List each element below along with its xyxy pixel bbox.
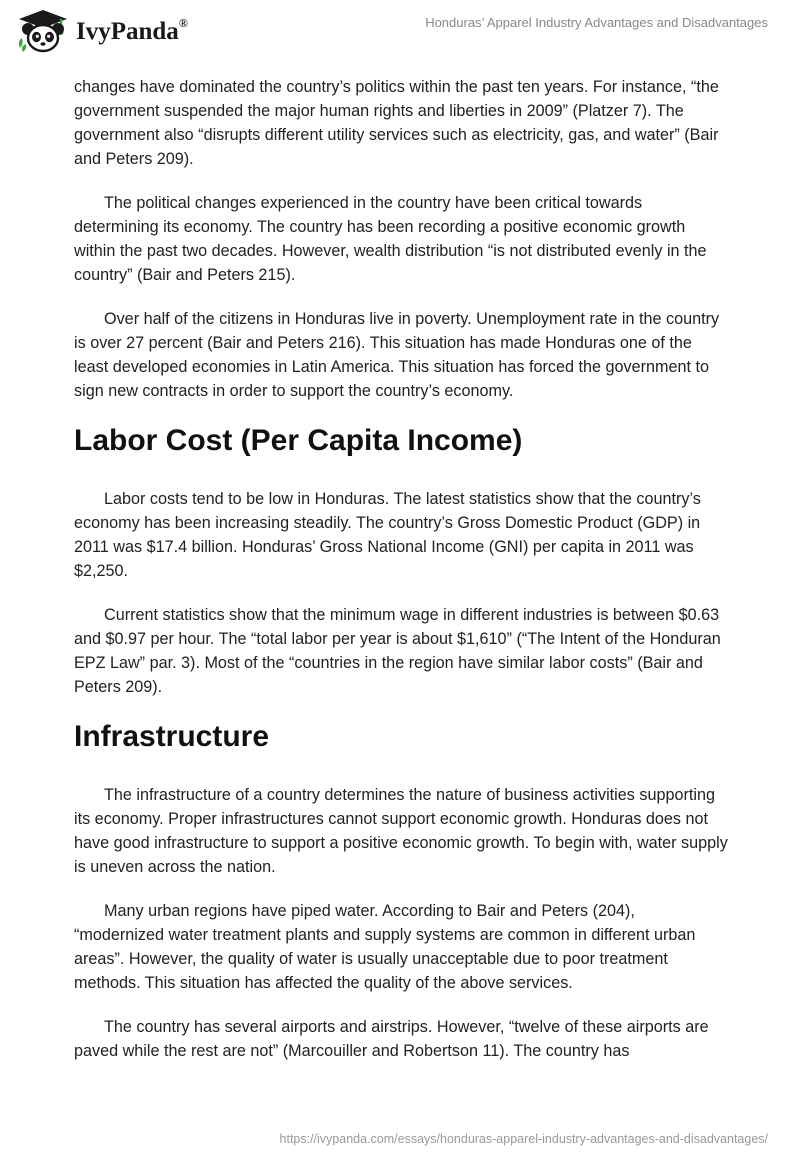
panda-graduation-cap-icon	[16, 8, 70, 54]
ivypanda-logo[interactable]	[16, 8, 188, 54]
paragraph: Labor costs tend to be low in Honduras. The latest statistics show that the country’s economy has been increasing steadily. The country’s Gross Domestic Product (GDP) in 2011 was $17.4 billion. Honduras’ Gross National Income (GNI) per capita in 2011 was $2,250.	[74, 490, 701, 580]
paragraph: The infrastructure of a country determines the nature of business activities supporting its economy. Proper infrastructures cannot support economic growth. Honduras does not have good infrastructure to support a positive economic growth. To begin with, water supply is uneven across the nation.	[74, 786, 728, 876]
paragraph: The political changes experienced in the country have been critical towards determining its economy. The country has been recording a positive economic growth within the past two decades. However, wealth distribution “is not distributed evenly in the country” (Bair and Peters 215).	[74, 194, 707, 284]
paragraph: Many urban regions have piped water. According to Bair and Peters (204), “modernized water treatment plants and supply systems are common in different urban areas”. However, the quality of water is usually unacceptable due to poor treatment methods. This situation has affected the quality of the above services.	[74, 902, 696, 992]
section-heading-labor-cost: Labor Cost (Per Capita Income)	[74, 424, 523, 457]
brand-name: IvyPanda®	[76, 16, 188, 45]
registered-mark: ®	[178, 16, 188, 30]
section-heading-infrastructure: Infrastructure	[74, 720, 270, 753]
source-url[interactable]: https://ivypanda.com/essays/honduras-apparel-industry-advantages-and-disadvantages/	[279, 1132, 768, 1146]
document-title: Honduras’ Apparel Industry Advantages and Disadvantages	[425, 15, 768, 30]
paragraph: Current statistics show that the minimum wage in different industries is between $0.63 and $0.97 per hour. The “total labor per year is about $1,610” (“The Intent of the Honduran EPZ Law” par. 3). Most of the “countries in the region have similar labor costs” (Bair and Peters 209).	[74, 606, 721, 696]
paragraph: The country has several airports and airstrips. However, “twelve of these airports are paved while the rest are not” (Marcouiller and Robertson 11). The country has	[74, 1018, 709, 1060]
paragraph: Over half of the citizens in Honduras live in poverty. Unemployment rate in the country is over 27 percent (Bair and Peters 216). This situation has made Honduras one of the least developed economies in Latin America. This situation has forced the government to sign new contracts in order to support the country’s economy.	[74, 310, 720, 400]
essay-body	[74, 75, 728, 1083]
page-header	[0, 0, 800, 70]
paragraph: changes have dominated the country’s politics within the past ten years. For instance, “the government suspended the major human rights and liberties in 2009” (Platzer 7). The government also “disrupts different utility services such as electricity, gas, and water” (Bair and Peters 209).	[74, 78, 719, 168]
